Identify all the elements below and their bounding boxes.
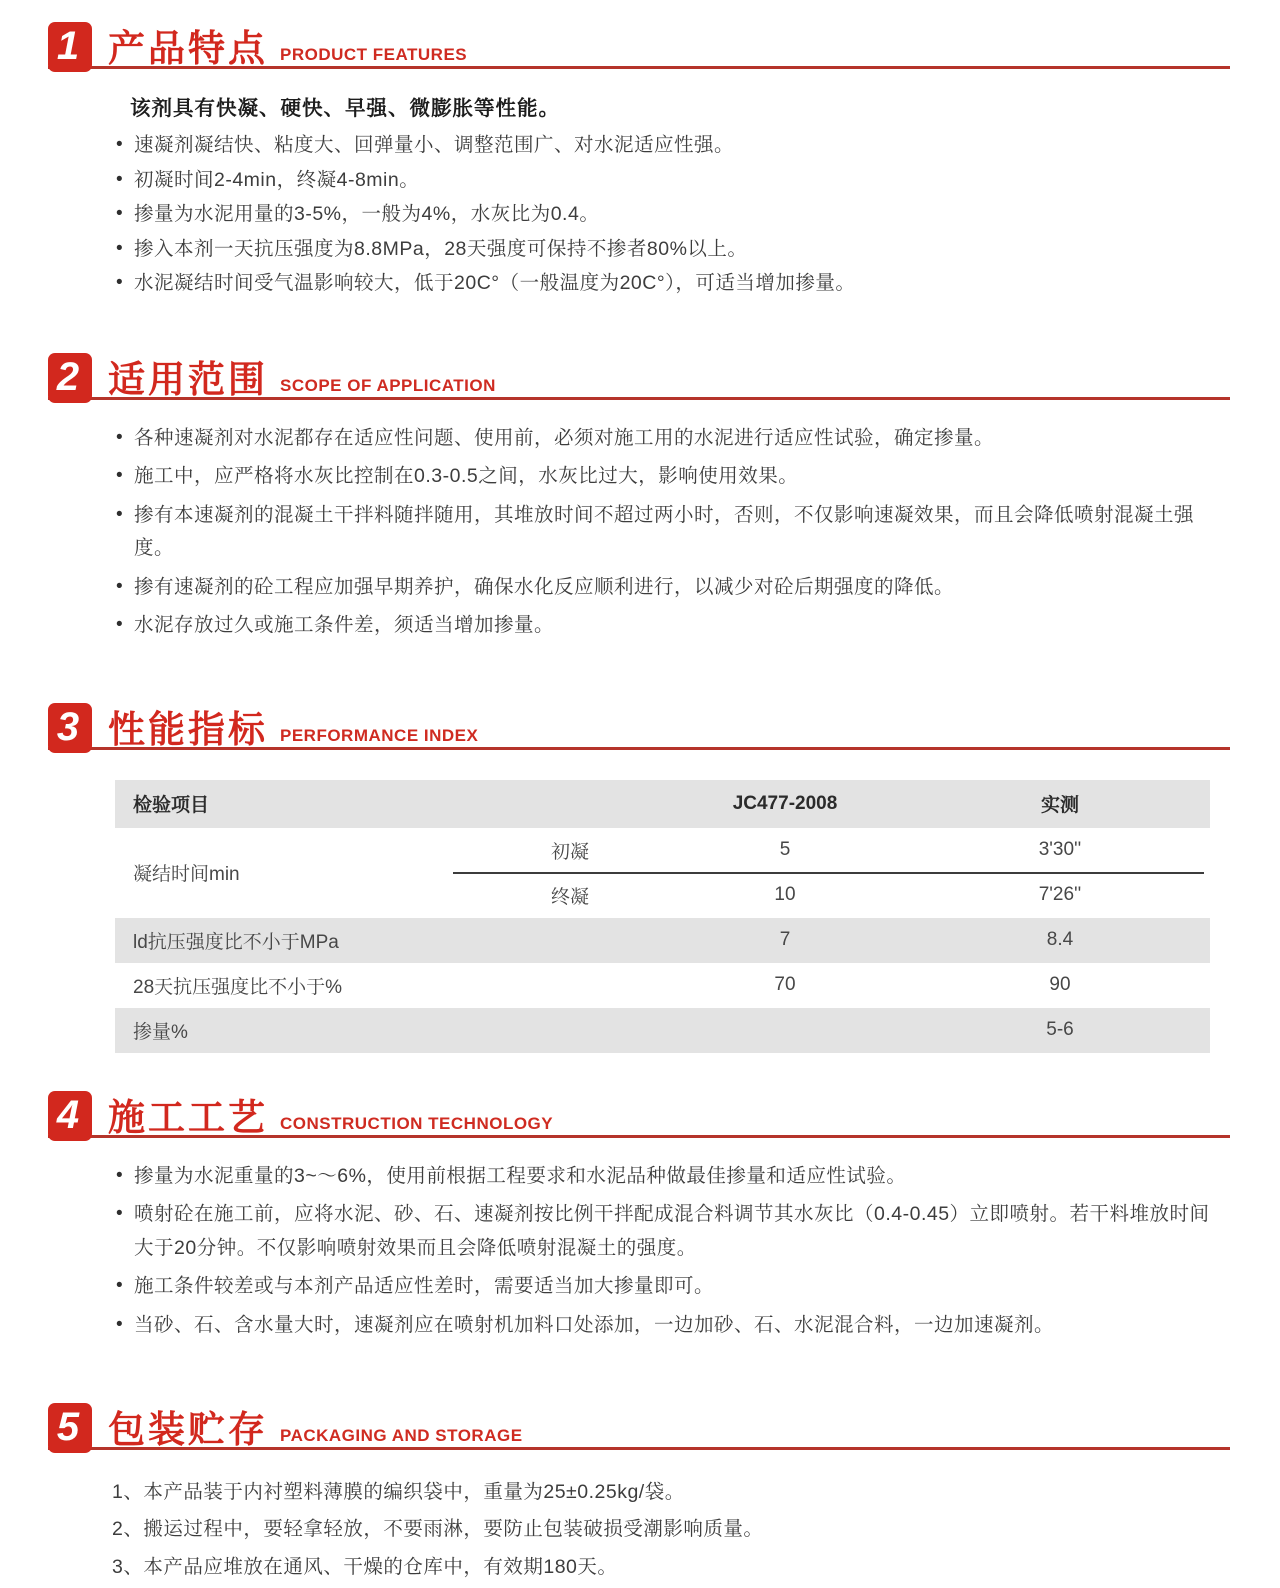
bullet-item: • 施工中，应严格将水灰比控制在0.3-0.5之间，水灰比过大，影响使用效果。 (112, 460, 1210, 494)
section-product-features (0, 0, 1280, 301)
section-number-badge: 2 (48, 353, 92, 403)
standard-value: 10 (774, 884, 796, 906)
section-header (48, 1091, 1230, 1138)
col-header-standard: JC477-2008 (732, 792, 838, 814)
sub-row-label: 终凝 (550, 886, 589, 908)
construction-bullet-list (112, 1160, 1210, 1343)
section-title-en: PACKAGING AND STORAGE (280, 1425, 523, 1445)
section-number-badge: 1 (48, 22, 92, 72)
measured-value: 5-6 (1046, 1019, 1074, 1041)
bullet-item: • 当砂、石、含水量大时，速凝剂应在喷射机加料口处添加，一边加砂、石、水泥混合料，一边加速凝剂。 (112, 1309, 1210, 1343)
numbered-item: 1、本产品装于内衬塑料薄膜的编织袋中，重量为25±0.25kg/袋。 (112, 1480, 685, 1503)
standard-value: 7 (779, 929, 791, 951)
section-title-cn: 适用范围 (108, 358, 268, 400)
section-header (48, 22, 1230, 69)
section-title-en: PRODUCT FEATURES (280, 45, 468, 64)
bullet-item: • 掺量为水泥用量的3-5%，一般为4%，水灰比为0.4。 (112, 198, 1210, 232)
packaging-item-list (112, 1476, 1210, 1585)
section-content (112, 1160, 1210, 1343)
section-title-cn: 包装贮存 (108, 1408, 268, 1450)
section-packaging-storage (0, 1403, 1280, 1585)
measured-value: 8.4 (1046, 929, 1074, 951)
performance-table (115, 780, 1210, 1053)
feature-intro-text: 该剂具有快凝、硬快、早强、微膨胀等性能。 (130, 97, 560, 120)
bullet-item: • 速凝剂凝结快、粘度大、回弹量小、调整范围广、对水泥适应性强。 (112, 129, 1210, 163)
section-header (48, 353, 1230, 400)
section-title-en: SCOPE OF APPLICATION (280, 375, 496, 395)
section-construction-technology (0, 1091, 1280, 1343)
bullet-item: • 掺入本剂一天抗压强度为8.8MPa，28天强度可保持不掺者80%以上。 (112, 233, 1210, 267)
section-content (112, 91, 1210, 301)
section-number-badge: 3 (48, 703, 92, 753)
section-title-cn: 产品特点 (108, 28, 268, 69)
sub-row-divider-line (453, 872, 1204, 874)
bullet-item: • 掺量为水泥重量的3~～6%，使用前根据工程要求和水泥品种做最佳掺量和适应性试验。 (112, 1160, 1210, 1194)
section-title-cn: 性能指标 (108, 708, 268, 750)
measured-value: 3'30'' (1038, 839, 1082, 861)
table-header-row (115, 780, 1210, 828)
bullet-item: • 水泥凝结时间受气温影响较大，低于20C°（一般温度为20C°），可适当增加掺量。 (112, 267, 1210, 301)
numbered-item: 3、本产品应堆放在通风、干燥的仓库中，有效期180天。 (112, 1555, 618, 1578)
bullet-item: • 各种速凝剂对水泥都存在适应性问题、使用前，必须对施工用的水泥进行适应性试验，确定掺量。 (112, 422, 1210, 456)
col-header-item: 检验项目 (133, 795, 210, 817)
row-label: 28天抗压强度比不小于% (133, 976, 343, 998)
section-number-badge: 5 (48, 1403, 92, 1453)
section-content (112, 422, 1210, 643)
table-row (115, 1008, 1210, 1053)
bullet-item: • 掺有本速凝剂的混凝土干拌料随拌随用，其堆放时间不超过两小时，否则，不仅影响速凝效果，而且会降低喷射混凝土强度。 (112, 499, 1210, 566)
scope-bullet-list (112, 422, 1210, 643)
table-row (115, 963, 1210, 1008)
bullet-item: • 水泥存放过久或施工条件差，须适当增加掺量。 (112, 609, 1210, 643)
feature-bullet-list (112, 129, 1210, 301)
section-performance-index (0, 703, 1280, 1053)
row-label: 凝结时间min (133, 864, 240, 886)
section-title-en: PERFORMANCE INDEX (280, 725, 479, 745)
numbered-item: 2、搬运过程中，要轻拿轻放，不要雨淋，要防止包装破损受潮影响质量。 (112, 1518, 764, 1541)
section-title-cn: 施工工艺 (108, 1096, 268, 1138)
row-label: 掺量% (133, 1021, 188, 1043)
standard-value: 70 (774, 974, 796, 996)
bullet-item: • 初凝时间2-4min，终凝4-8min。 (112, 164, 1210, 198)
standard-value: 5 (779, 839, 791, 861)
bullet-item: • 喷射砼在施工前，应将水泥、砂、石、速凝剂按比例干拌配成混合料调节其水灰比（0.4-0.45）立即喷射。若干料堆放时间大于20分钟。不仅影响喷射效果而且会降低喷射混凝土的强度。 (112, 1198, 1210, 1265)
table-row (115, 918, 1210, 963)
row-label: ld抗压强度比不小于MPa (133, 931, 339, 953)
bullet-item: • 施工条件较差或与本剂产品适应性差时，需要适当加大掺量即可。 (112, 1270, 1210, 1304)
table-row-setting-time (115, 828, 1210, 918)
sub-row-label: 初凝 (550, 841, 589, 863)
section-title-en: CONSTRUCTION TECHNOLOGY (280, 1113, 554, 1133)
bullet-item: • 掺有速凝剂的砼工程应加强早期养护，确保水化反应顺利进行，以减少对砼后期强度的降低。 (112, 571, 1210, 605)
measured-value: 90 (1049, 974, 1071, 996)
section-header (48, 1403, 1230, 1450)
section-number-badge: 4 (48, 1091, 92, 1141)
section-header (48, 703, 1230, 750)
section-scope-of-application (0, 353, 1280, 643)
col-header-measured: 实测 (1040, 795, 1079, 817)
measured-value: 7'26'' (1038, 884, 1082, 906)
